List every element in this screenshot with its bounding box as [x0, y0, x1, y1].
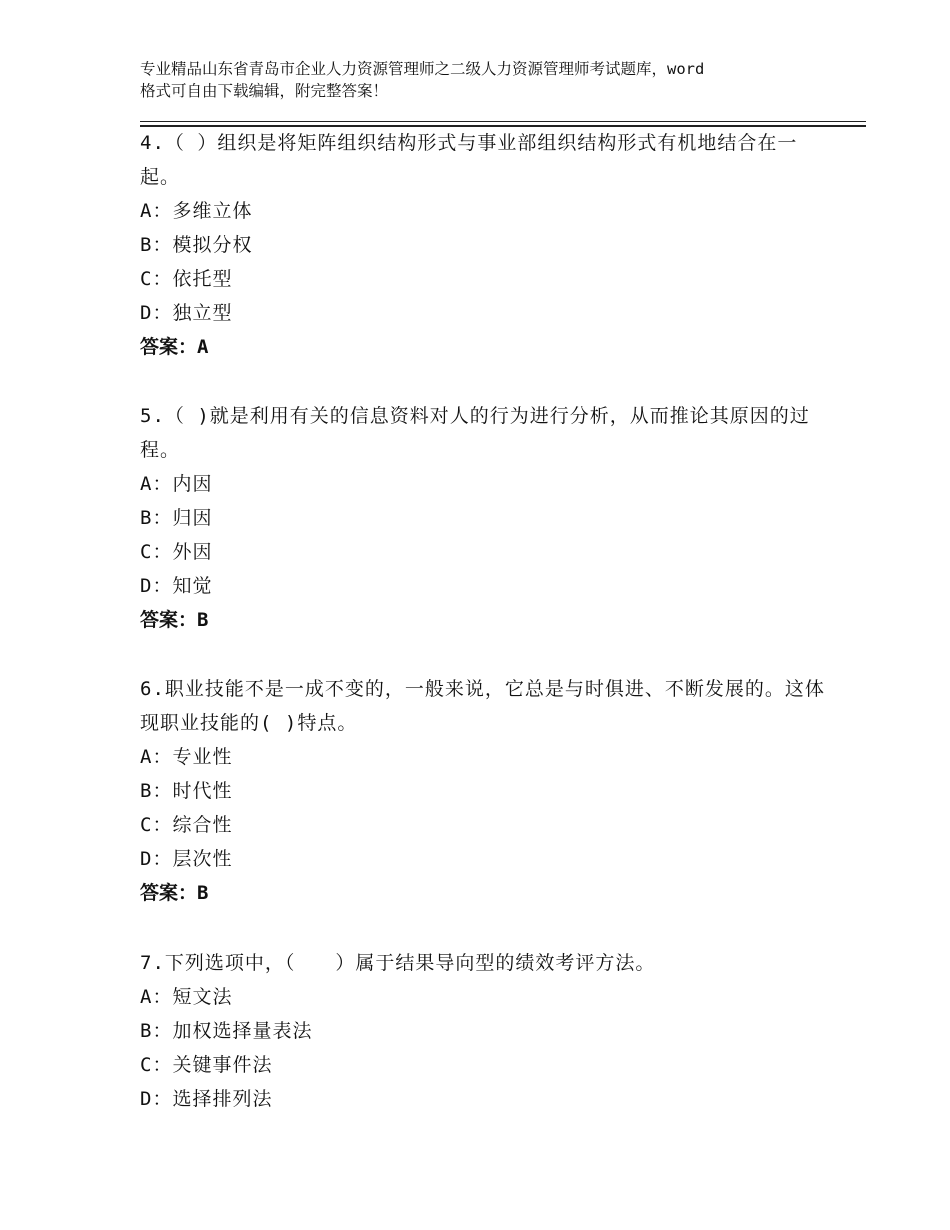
option-c: C：外因	[140, 541, 213, 563]
option-a: A：多维立体	[140, 200, 253, 222]
question-4	[140, 126, 830, 364]
option-c: C：关键事件法	[140, 1054, 273, 1076]
question-stem: 6.职业技能不是一成不变的，一般来说，它总是与时俱进、不断发展的。这体现职业技能的( )特点。	[140, 678, 825, 734]
question-stem: 5.（ )就是利用有关的信息资料对人的行为进行分析，从而推论其原因的过程。	[140, 405, 810, 461]
header-line-1: 专业精品山东省青岛市企业人力资源管理师之二级人力资源管理师考试题库，word	[140, 60, 705, 78]
option-b: B：加权选择量表法	[140, 1020, 313, 1042]
question-stem: 7.下列选项中，（ ）属于结果导向型的绩效考评方法。	[140, 952, 656, 974]
option-c: C：综合性	[140, 814, 233, 836]
question-5	[140, 399, 830, 637]
document-header	[140, 58, 830, 102]
option-d: D：独立型	[140, 302, 233, 324]
question-6	[140, 672, 830, 910]
option-a: A：短文法	[140, 986, 233, 1008]
option-b: B：时代性	[140, 780, 233, 802]
answer-label: 答案：B	[140, 609, 209, 631]
option-b: B：归因	[140, 507, 213, 529]
option-c: C：依托型	[140, 268, 233, 290]
option-d: D：知觉	[140, 575, 213, 597]
option-a: A：内因	[140, 473, 213, 495]
question-stem: 4.（ ）组织是将矩阵组织结构形式与事业部组织结构形式有机地结合在一起。	[140, 132, 798, 188]
option-d: D：选择排列法	[140, 1088, 273, 1110]
answer-label: 答案：B	[140, 882, 209, 904]
header-divider-thin	[140, 121, 866, 122]
answer-label: 答案：A	[140, 336, 209, 358]
option-d: D：层次性	[140, 848, 233, 870]
question-7	[140, 946, 830, 1116]
header-line-2: 格式可自由下载编辑，附完整答案！	[140, 82, 389, 100]
option-a: A：专业性	[140, 746, 233, 768]
option-b: B：模拟分权	[140, 234, 253, 256]
